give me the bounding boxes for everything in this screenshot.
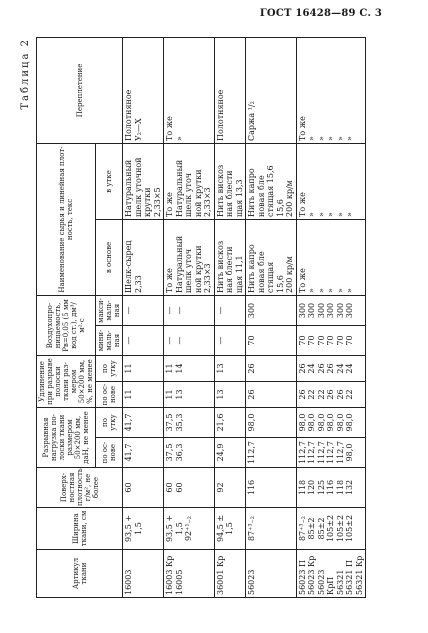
cell-density: 60 60 — [164, 468, 215, 508]
header-row-1 — [37, 37, 96, 597]
header-yarn: Наименование сырья и линейная плотность, текс — [37, 143, 96, 295]
cell-air-max: — — — [164, 295, 215, 325]
header-break-weft: по утку — [96, 408, 123, 438]
cell-elong-warp: 11 — [123, 382, 164, 408]
cell-air-max: — — [123, 295, 164, 325]
properties-table — [36, 37, 366, 598]
page-header: ГОСТ 16428—89 С. 3 — [259, 8, 382, 19]
header-air-max: максимальная — [96, 295, 123, 325]
cell-yarn-weft: Натуральный шелк уточной крутки 2,33×5 — [123, 143, 164, 219]
cell-article: 16003 Кр 16005 — [164, 550, 215, 598]
cell-elong-weft: 26 — [246, 355, 297, 381]
header-elong-weft: по утку — [96, 355, 123, 381]
header-density: Поверхностная плотность, г/м², не более — [37, 468, 123, 508]
cell-width: 87⁺³₋₂ — [246, 508, 297, 550]
table-row — [123, 37, 164, 597]
cell-article: 16003 — [123, 550, 164, 598]
table-row — [214, 37, 246, 597]
table-row — [296, 37, 366, 597]
table-row — [164, 37, 215, 597]
cell-density: 116 — [246, 468, 297, 508]
cell-yarn-warp: Шелк-сырец 2,33 — [123, 219, 164, 295]
cell-air-min: 70 70 70 70 70 70 — [296, 325, 366, 355]
cell-break-warp: 37,5 36,3 — [164, 438, 215, 468]
header-elong-warp: по основе — [96, 382, 123, 408]
cell-yarn-warp: То же Натуральный шелк уточ ной крутки 2,33×3 — [164, 219, 215, 295]
rotated-table-area — [20, 38, 392, 598]
cell-elong-weft: 11 14 — [164, 355, 215, 381]
cell-air-min: — — — [164, 325, 215, 355]
cell-air-max: 300 — [246, 295, 297, 325]
header-air: Воздухопроницаемость, Рв=0,05 (5 мм вод ст.), дм³/м²·с — [37, 295, 96, 355]
cell-weave: Полотняное У₂—Х — [123, 37, 164, 143]
header-article: Артикул ткани — [37, 550, 123, 598]
cell-density: 118 120 125 116 118 132 — [296, 468, 366, 508]
cell-article: 56023 П 56023 Кр 56023 КрП 56321 56321 П 56321 Кр — [296, 550, 366, 598]
cell-weave: Саржа ¹/₂ — [246, 37, 297, 143]
cell-air-max: — — [214, 295, 246, 325]
cell-width: 94,5 ± 1,5 — [214, 508, 246, 550]
cell-yarn-weft: То же Натуральный шелк уточ ной крутки 2,33×3 — [164, 143, 215, 219]
cell-break-warp: 41,7 — [123, 438, 164, 468]
cell-air-min: — — [123, 325, 164, 355]
cell-elong-warp: 26 — [246, 382, 297, 408]
cell-break-weft: 98,0 — [246, 408, 297, 438]
cell-break-weft: 98,0 98,0 98,0 98,0 98,0 98,0 — [296, 408, 366, 438]
cell-elong-weft: 11 — [123, 355, 164, 381]
cell-air-max: 300 300 300 300 300 300 — [296, 295, 366, 325]
cell-density: 60 — [123, 468, 164, 508]
cell-yarn-warp: Нить капро новая бле стящая 15,6 200 кр/м — [246, 219, 297, 295]
cell-weave: То же » » » » » — [296, 37, 366, 143]
cell-elong-warp: 11 13 — [164, 382, 215, 408]
cell-yarn-weft: Нить капро новая бле стящая 15,6 15,6 200 кр/м — [246, 143, 297, 219]
cell-break-weft: 21,6 — [214, 408, 246, 438]
cell-elong-weft: 13 — [214, 355, 246, 381]
header-break-warp: по основе — [96, 438, 123, 468]
header-elongation: Удлинение при разрыве полоски ткани размером 50×200 мм, %, не менее — [37, 355, 96, 407]
cell-break-warp: 112,7 — [246, 438, 297, 468]
cell-break-warp: 24,9 — [214, 438, 246, 468]
cell-yarn-warp: Нить вискоз ная блести щая 11,1 — [214, 219, 246, 295]
cell-width: 87⁺³₋₂ 85±2 85±2 105±2 105±2 105±2 — [296, 508, 366, 550]
cell-elong-weft: 26 24 26 26 24 24 — [296, 355, 366, 381]
cell-yarn-weft: Нить вискоз ная блести щая 13,3 — [214, 143, 246, 219]
cell-break-warp: 112,7 112,7 112,7 112,7 112,7 98,0 — [296, 438, 366, 468]
header-air-min: минимальная — [96, 325, 123, 355]
cell-density: 92 — [214, 468, 246, 508]
cell-width: 93,5 + 1,5 — [123, 508, 164, 550]
cell-article: 56023 — [246, 550, 297, 598]
cell-yarn-weft: То же » » » » » — [296, 143, 366, 219]
cell-elong-warp: 13 — [214, 382, 246, 408]
cell-air-min: — — [214, 325, 246, 355]
table-row — [246, 37, 297, 597]
cell-elong-warp: 26 22 22 26 26 22 — [296, 382, 366, 408]
cell-air-min: 70 — [246, 325, 297, 355]
cell-yarn-warp: То же » » » » » — [296, 219, 366, 295]
header-breaking: Разрывная нагрузка полоски ткани размером 50×200 мм, даН, не менее — [37, 408, 96, 468]
header-width: Ширина ткани, см — [37, 508, 123, 550]
cell-width: 93,5 + 1,5 92⁺¹₋₂ — [164, 508, 215, 550]
header-weave: Переплетение — [37, 37, 123, 143]
cell-weave: То же » — [164, 37, 215, 143]
header-yarn-warp: в основе — [96, 219, 123, 295]
cell-weave: Полотняное — [214, 37, 246, 143]
cell-break-weft: 41,7 — [123, 408, 164, 438]
cell-article: 36001 Кр — [214, 550, 246, 598]
header-yarn-weft: в утке — [96, 143, 123, 219]
table-title: Таблица 2 — [20, 38, 31, 110]
cell-break-weft: 37,5 35,3 — [164, 408, 215, 438]
